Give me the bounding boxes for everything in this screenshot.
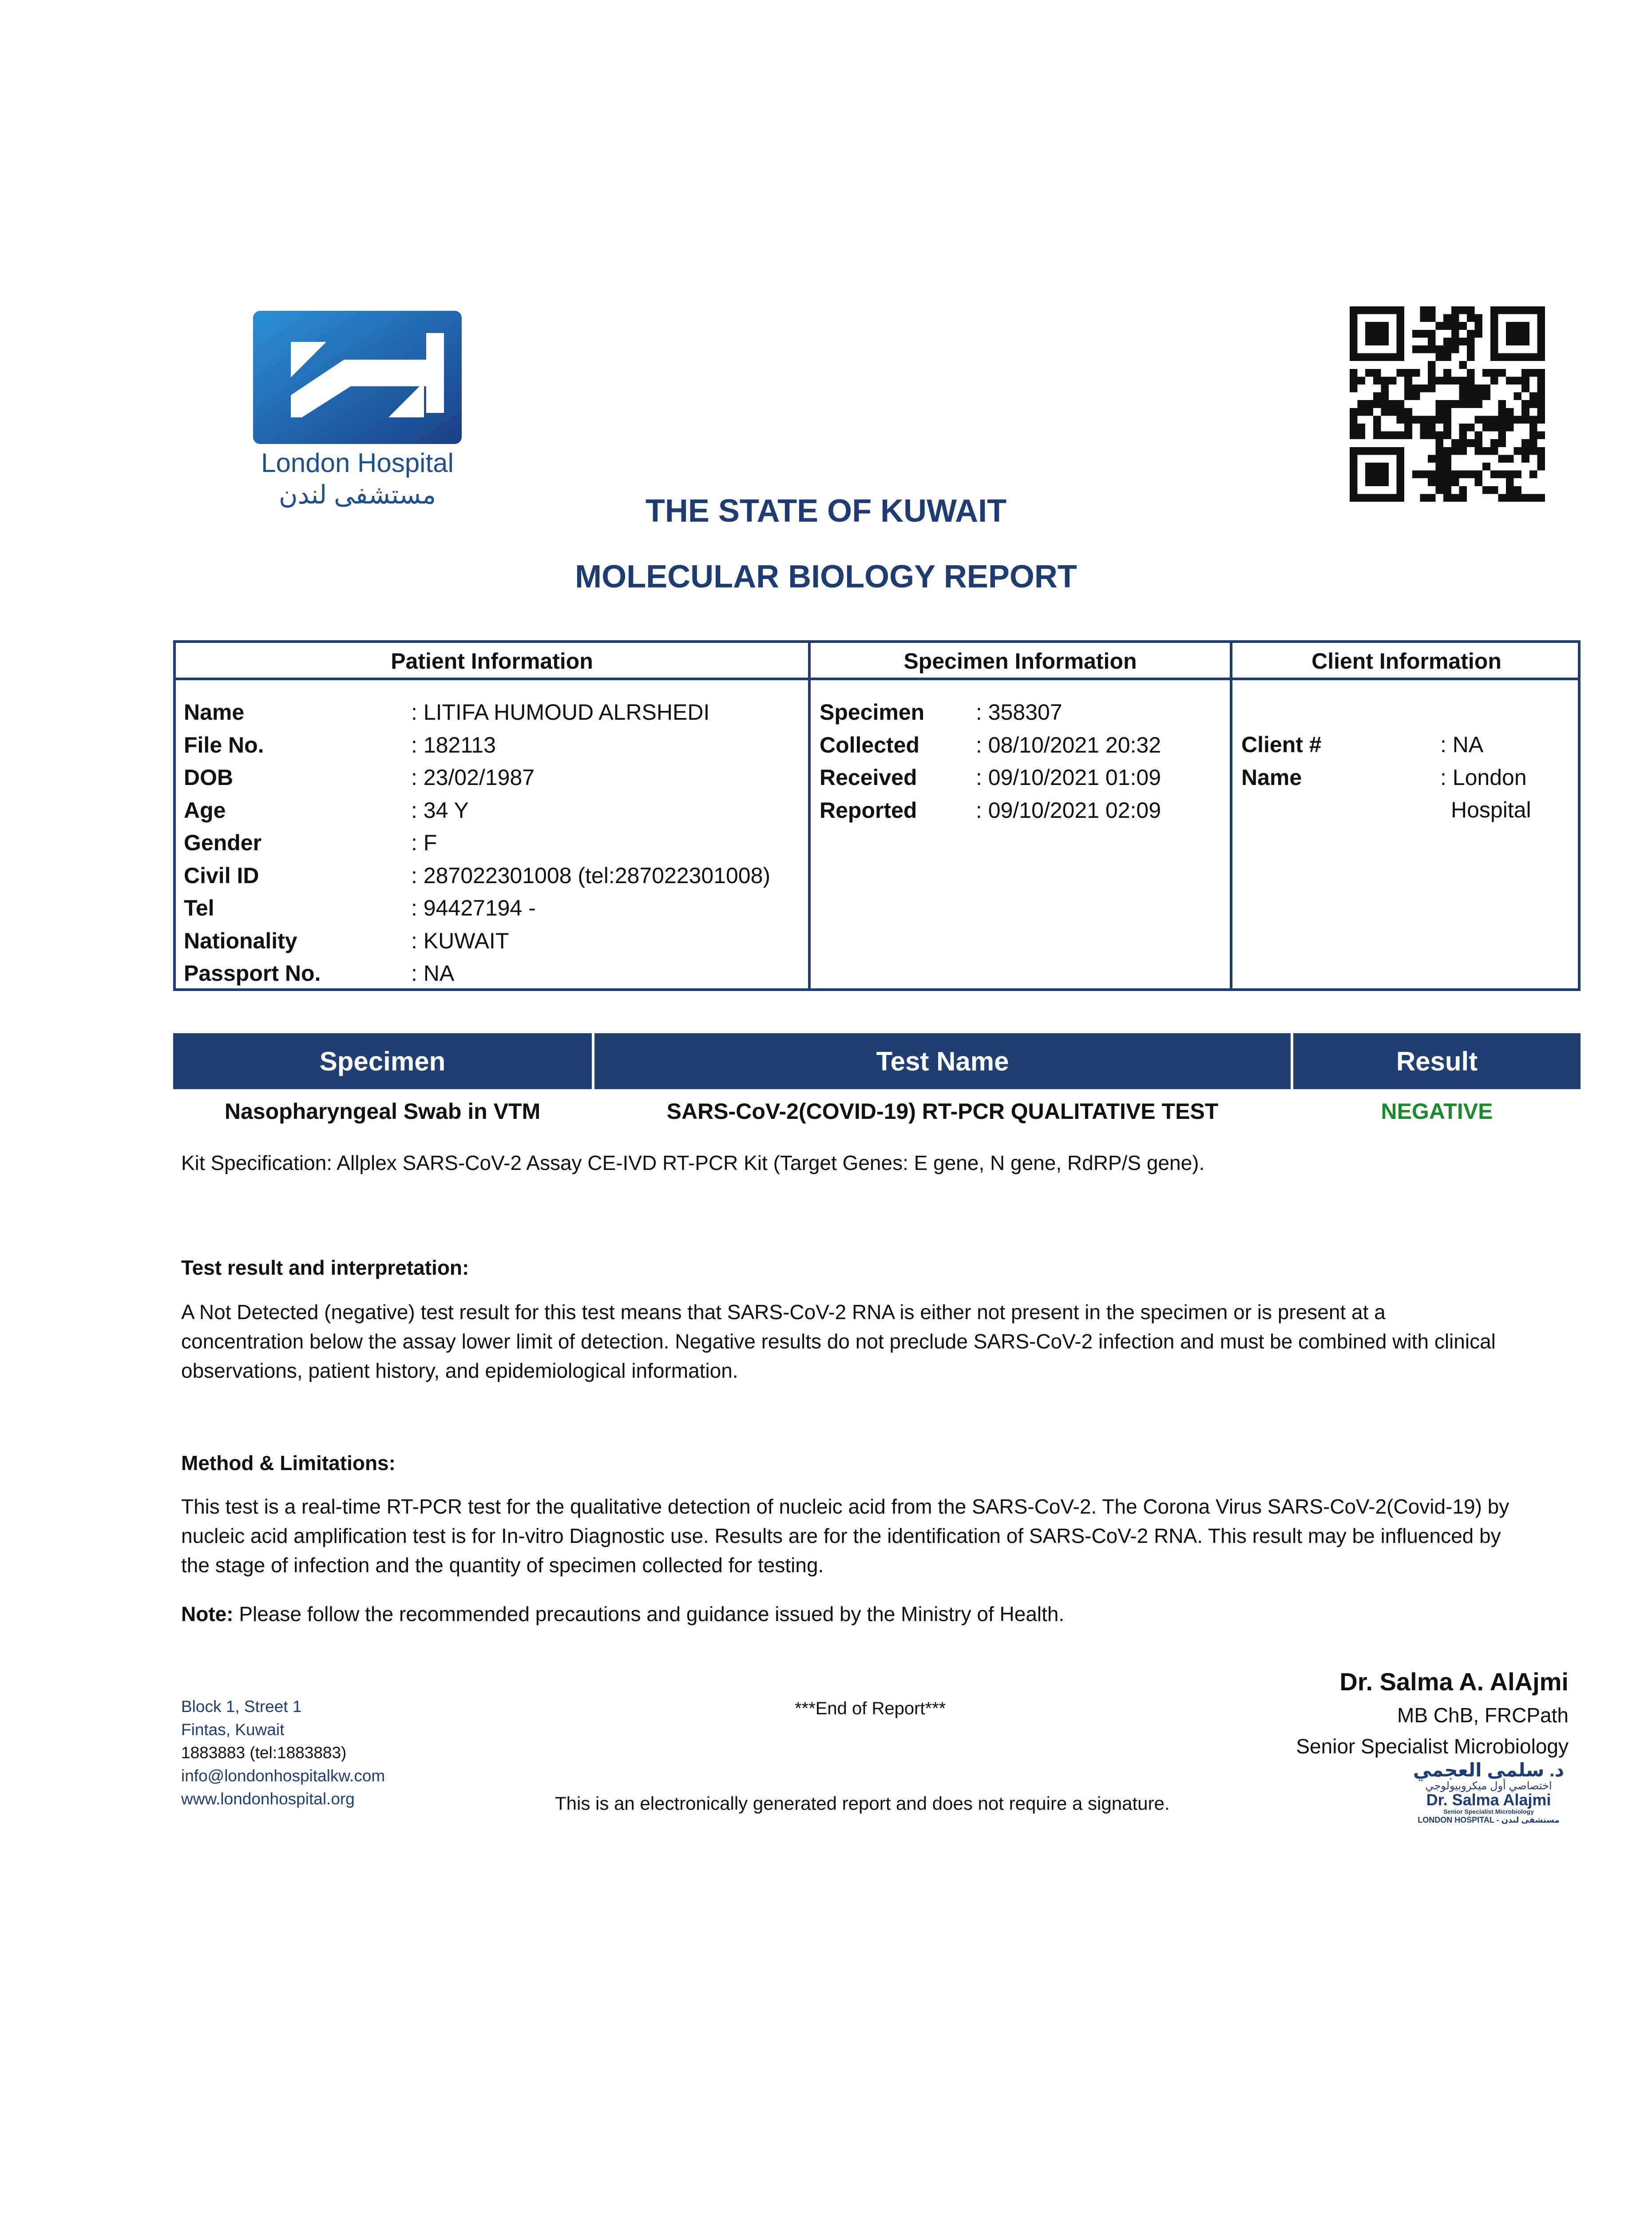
- specimen-row: [820, 794, 1161, 827]
- tel-label: Tel: [184, 896, 214, 920]
- method-heading: Method & Limitations:: [181, 1451, 396, 1475]
- address-line: Fintas, Kuwait: [181, 1720, 285, 1739]
- patient-name-value: : LITIFA HUMOUD ALRSHEDI: [411, 700, 710, 725]
- result-cell: NEGATIVE: [1381, 1099, 1493, 1124]
- client-name-value: : London: [1440, 765, 1527, 790]
- patient-info-rows: [184, 696, 770, 990]
- passport-label: Passport No.: [184, 961, 321, 986]
- doctor-title: Senior Specialist Microbiology: [1296, 1735, 1569, 1758]
- client-name-value-cont: Hospital: [1451, 797, 1531, 822]
- divider: [1230, 643, 1232, 988]
- dob-value: : 23/02/1987: [411, 765, 535, 790]
- client-row: [1241, 761, 1531, 794]
- nationality-label: Nationality: [184, 928, 297, 953]
- logo-text-en: London Hospital: [261, 448, 454, 478]
- gender-label: Gender: [184, 830, 262, 855]
- method-line: This test is a real-time RT-PCR test for the qualitative detection of nucleic acid from the SARS-CoV-2. The Corona Virus SARS-CoV-2(Covid-19) by: [181, 1495, 1509, 1518]
- specimen-value: : 358307: [976, 700, 1062, 725]
- file-no-label: File No.: [184, 732, 264, 757]
- note-text: Please follow the recommended precautions and guidance issued by the Ministry of Health.: [233, 1602, 1065, 1625]
- reported-value: : 09/10/2021 02:09: [976, 797, 1161, 823]
- stamp-hospital: LONDON HOSPITAL - مستشفى لندن: [1418, 1816, 1560, 1824]
- client-name-label-cont: [1241, 794, 1440, 827]
- specimen-info-heading: Specimen Information: [903, 649, 1137, 674]
- logo-text-ar: مستشفى لندن: [278, 480, 436, 509]
- doctor-name: Dr. Salma A. AlAjmi: [1339, 1668, 1569, 1696]
- interpretation-line: observations, patient history, and epidemiological information.: [181, 1359, 738, 1382]
- electronic-report-note: This is an electronically generated report and does not require a signature.: [555, 1793, 1170, 1814]
- information-table: [173, 640, 1581, 991]
- kit-specification: Kit Specification: Allplex SARS-CoV-2 Assay CE-IVD RT-PCR Kit (Target Genes: E gene, N gene, RdRP/S gene).: [181, 1151, 1205, 1174]
- interpretation-line: A Not Detected (negative) test result for this test means that SARS-CoV-2 RNA is either not present in the specimen or is present at a: [181, 1300, 1386, 1324]
- stamp-ar-name: د. سلمى العجمي: [1413, 1760, 1565, 1780]
- doctor-degree: MB ChB, FRCPath: [1397, 1704, 1569, 1727]
- interpretation-text: [181, 1297, 1575, 1385]
- client-no-value: : NA: [1440, 732, 1484, 757]
- address-email[interactable]: info@londonhospitalkw.com: [181, 1767, 385, 1785]
- result-table-header: [173, 1033, 1581, 1089]
- interpretation-line: concentration below the assay lower limit of detection. Negative results do not preclude SARS-CoV-2 infection and must be combined with clinical: [181, 1330, 1496, 1353]
- method-line: nucleic acid amplification test is for In-vitro Diagnostic use. Results are for the identification of SARS-CoV-2 RNA. This result may be influenced by: [181, 1524, 1501, 1547]
- collected-value: : 08/10/2021 20:32: [976, 732, 1161, 757]
- qr-code-icon: [1350, 306, 1545, 502]
- specimen-row: [820, 696, 1161, 729]
- client-row: [1241, 794, 1531, 827]
- patient-row: [184, 892, 770, 925]
- result-table: [173, 1033, 1581, 1134]
- patient-row: [184, 794, 770, 827]
- specimen-info-rows: [820, 696, 1161, 827]
- specimen-label: Specimen: [820, 700, 925, 725]
- method-text: [181, 1492, 1575, 1580]
- client-info-rows: [1241, 729, 1531, 827]
- column-header-test-name: Test Name: [594, 1033, 1291, 1089]
- patient-row: [184, 827, 770, 860]
- specimen-row: [820, 729, 1161, 762]
- note-label: Note:: [181, 1602, 234, 1625]
- collected-label: Collected: [820, 732, 920, 757]
- end-of-report: ***End of Report***: [795, 1699, 946, 1718]
- report-title: MOLECULAR BIOLOGY REPORT: [575, 559, 1077, 595]
- client-no-label: Client #: [1241, 732, 1322, 757]
- divider: [808, 643, 811, 988]
- patient-row: [184, 957, 770, 990]
- patient-name-label: Name: [184, 700, 245, 725]
- civil-id-value: : 287022301008 (tel:287022301008): [411, 863, 771, 888]
- specimen-cell: Nasopharyngeal Swab in VTM: [224, 1099, 541, 1124]
- doctor-stamp: [1409, 1760, 1569, 1825]
- dob-label: DOB: [184, 765, 234, 790]
- received-label: Received: [820, 765, 917, 790]
- column-header-result: Result: [1293, 1033, 1581, 1089]
- client-name-label: Name: [1241, 765, 1302, 790]
- note: [181, 1599, 1575, 1629]
- patient-row: [184, 925, 770, 958]
- file-no-value: : 182113: [411, 732, 496, 757]
- divider: [176, 678, 1578, 680]
- address-phone: 1883883 (tel:1883883): [181, 1744, 347, 1762]
- patient-row: [184, 761, 770, 794]
- hospital-logo: [249, 306, 466, 519]
- client-info-heading: Client Information: [1311, 649, 1501, 674]
- gender-value: : F: [411, 830, 437, 855]
- table-row: [173, 1089, 1581, 1134]
- address-website[interactable]: www.londonhospital.org: [181, 1790, 355, 1808]
- civil-id-label: Civil ID: [184, 863, 259, 888]
- method-line: the stage of infection and the quantity of specimen collected for testing.: [181, 1554, 824, 1577]
- reported-label: Reported: [820, 797, 917, 823]
- received-value: : 09/10/2021 01:09: [976, 765, 1161, 790]
- tel-value: : 94427194 -: [411, 896, 536, 920]
- test-name-cell: SARS-CoV-2(COVID-19) RT-PCR QUALITATIVE TEST: [666, 1099, 1219, 1124]
- doctor-signature-block: [1296, 1664, 1569, 1762]
- client-row: [1241, 729, 1531, 761]
- patient-row: [184, 696, 770, 729]
- patient-row: [184, 729, 770, 762]
- age-value: : 34 Y: [411, 797, 469, 823]
- stamp-ar-title: اختصاصي أول ميكروبيولوجي: [1425, 1780, 1552, 1792]
- nationality-value: : KUWAIT: [411, 928, 509, 953]
- stamp-en-name: Dr. Salma Alajmi: [1426, 1791, 1551, 1809]
- specimen-row: [820, 761, 1161, 794]
- hospital-address: [181, 1695, 385, 1811]
- london-hospital-logo-icon: [249, 306, 466, 448]
- stamp-en-title: Senior Specialist Microbiology: [1443, 1808, 1534, 1815]
- address-line: Block 1, Street 1: [181, 1697, 302, 1716]
- patient-row: [184, 860, 770, 892]
- passport-value: : NA: [411, 961, 455, 986]
- interpretation-heading: Test result and interpretation:: [181, 1256, 469, 1279]
- age-label: Age: [184, 797, 226, 823]
- patient-info-heading: Patient Information: [391, 649, 593, 674]
- column-header-specimen: Specimen: [173, 1033, 592, 1089]
- report-title-state: THE STATE OF KUWAIT: [645, 493, 1007, 529]
- qr-code: [1350, 306, 1545, 502]
